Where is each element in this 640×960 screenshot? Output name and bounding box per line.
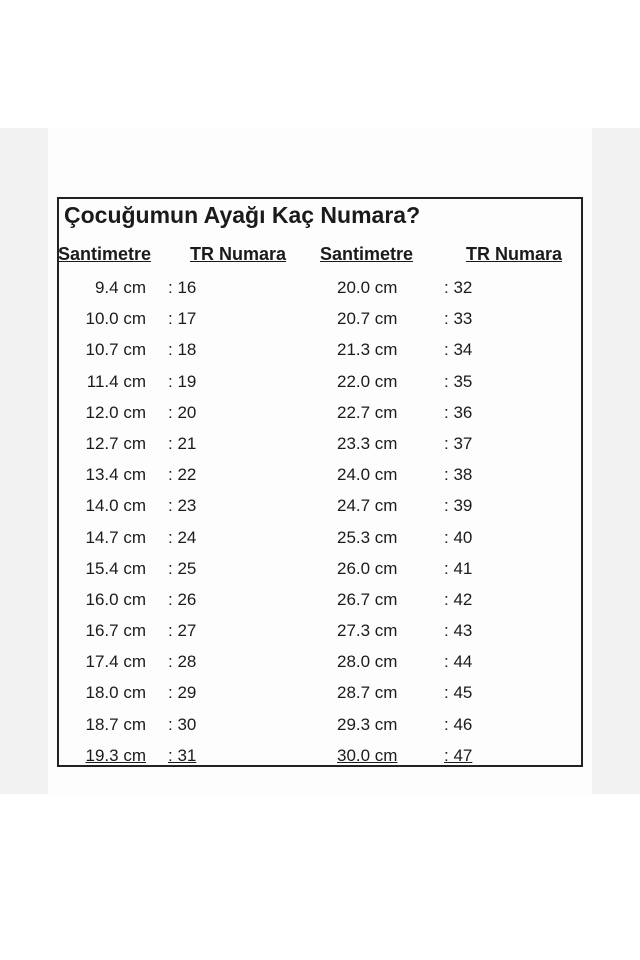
cell-santimetre-right: 26.7 cm (337, 589, 398, 609)
cell-santimetre-right: 23.3 cm (337, 433, 398, 453)
cell-santimetre-left: 15.4 cm (85, 558, 146, 578)
cell-santimetre-left: 11.4 cm (86, 371, 146, 391)
table-row (0, 709, 640, 740)
cell-tr-numara-right: : 36 (444, 402, 473, 422)
cell-tr-numara-left: : 27 (168, 621, 197, 641)
cell-santimetre-right: 28.7 cm (337, 683, 398, 703)
chart-title: Çocuğumun Ayağı Kaç Numara? (64, 202, 421, 228)
cell-santimetre-left: 16.7 cm (85, 621, 146, 641)
cell-tr-numara-right: : 44 (444, 652, 473, 672)
cell-tr-numara-left: : 23 (168, 496, 197, 516)
cell-santimetre-left: 10.7 cm (85, 340, 146, 360)
table-row (0, 584, 640, 615)
table-row (0, 303, 640, 334)
cell-tr-numara-left: : 17 (168, 309, 197, 329)
cell-tr-numara-left: : 22 (168, 465, 197, 485)
table-row (0, 272, 640, 303)
header-tr-numara-right: TR Numara (466, 244, 563, 264)
cell-santimetre-left: 9.4 cm (94, 278, 146, 297)
cell-tr-numara-right: : 33 (444, 309, 473, 329)
cell-santimetre-left: 10.0 cm (85, 309, 146, 329)
cell-tr-numara-right: : 38 (444, 465, 473, 485)
size-table-rows (0, 272, 640, 771)
cell-santimetre-left: 16.0 cm (85, 589, 146, 609)
table-row (0, 428, 640, 459)
cell-tr-numara-right: : 46 (444, 714, 473, 734)
cell-tr-numara-left: : 26 (168, 589, 197, 609)
cell-tr-numara-right: : 43 (444, 621, 473, 641)
cell-santimetre-right: 27.3 cm (337, 621, 398, 641)
cell-santimetre-right: 22.0 cm (337, 371, 398, 391)
table-row (0, 615, 640, 646)
cell-tr-numara-right: : 47 (444, 745, 473, 765)
cell-santimetre-right: 20.7 cm (337, 309, 398, 329)
cell-santimetre-left: 18.0 cm (85, 683, 146, 703)
cell-tr-numara-left: : 24 (168, 527, 197, 547)
header-santimetre-right: Santimetre (320, 244, 414, 264)
cell-tr-numara-left: : 16 (168, 278, 197, 297)
header-tr-numara-left: TR Numara (190, 244, 287, 264)
table-row (0, 334, 640, 365)
cell-tr-numara-right: : 40 (444, 527, 473, 547)
cell-santimetre-left: 14.7 cm (85, 527, 146, 547)
cell-tr-numara-right: : 42 (444, 589, 473, 609)
cell-tr-numara-right: : 45 (444, 683, 473, 703)
cell-santimetre-left: 12.7 cm (85, 433, 146, 453)
cell-tr-numara-left: : 28 (168, 652, 197, 672)
cell-tr-numara-left: : 30 (168, 714, 197, 734)
cell-tr-numara-right: : 37 (444, 433, 473, 453)
cell-tr-numara-left: : 18 (168, 340, 197, 360)
cell-santimetre-left: 19.3 cm (85, 745, 146, 765)
cell-santimetre-left: 12.0 cm (85, 402, 146, 422)
header-santimetre-left: Santimetre (58, 244, 152, 264)
cell-santimetre-right: 24.0 cm (337, 465, 398, 485)
cell-tr-numara-left: : 20 (168, 402, 197, 422)
cell-tr-numara-left: : 21 (168, 433, 197, 453)
cell-tr-numara-left: : 19 (168, 371, 197, 391)
cell-santimetre-right: 24.7 cm (337, 496, 398, 516)
table-row (0, 522, 640, 553)
cell-santimetre-right: 28.0 cm (337, 652, 398, 672)
cell-santimetre-right: 25.3 cm (337, 527, 398, 547)
cell-santimetre-right: 22.7 cm (337, 402, 398, 422)
cell-tr-numara-right: : 39 (444, 496, 473, 516)
cell-santimetre-right: 20.0 cm (337, 278, 398, 297)
cell-tr-numara-right: : 34 (444, 340, 473, 360)
cell-santimetre-left: 17.4 cm (85, 652, 146, 672)
cell-santimetre-right: 30.0 cm (337, 745, 398, 765)
cell-tr-numara-left: : 29 (168, 683, 197, 703)
cell-santimetre-right: 21.3 cm (337, 340, 398, 360)
table-row (0, 553, 640, 584)
cell-santimetre-left: 14.0 cm (85, 496, 146, 516)
cell-santimetre-right: 29.3 cm (337, 714, 398, 734)
cell-santimetre-left: 18.7 cm (85, 714, 146, 734)
table-row (0, 677, 640, 708)
table-row (0, 459, 640, 490)
cell-tr-numara-left: : 25 (168, 558, 197, 578)
cell-santimetre-right: 26.0 cm (337, 558, 398, 578)
cell-tr-numara-right: : 32 (444, 278, 473, 297)
cell-tr-numara-left: : 31 (168, 745, 197, 765)
table-row (0, 740, 640, 771)
table-row (0, 490, 640, 521)
table-row (0, 397, 640, 428)
table-row (0, 646, 640, 677)
cell-santimetre-left: 13.4 cm (85, 465, 146, 485)
cell-tr-numara-right: : 35 (444, 371, 473, 391)
cell-tr-numara-right: : 41 (444, 558, 473, 578)
table-row (0, 366, 640, 397)
